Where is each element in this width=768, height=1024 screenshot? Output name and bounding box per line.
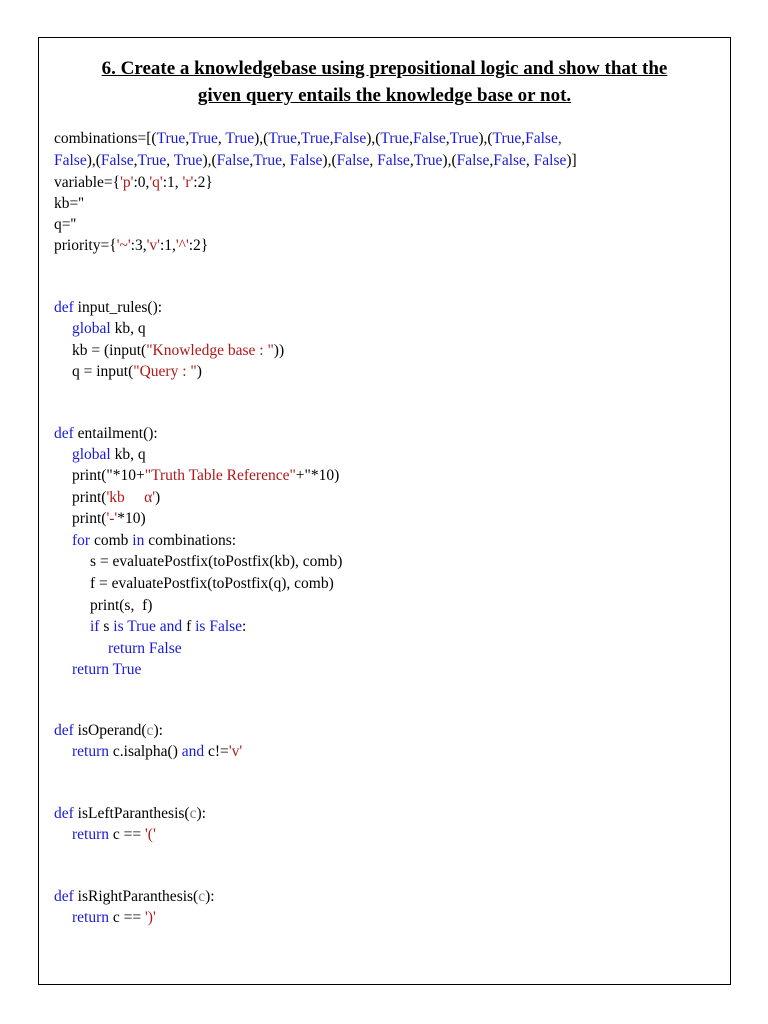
code-line-return-isoperand: return c.isalpha() and c!='v' [72,743,243,760]
code-line-def-isoperand: def isOperand(c): [54,722,163,739]
code-line-global: global kb, q [72,320,146,337]
code-line-print-sf: print(s, f) [90,597,153,614]
code-line-if: if s is True and f is False: [90,618,247,635]
code-line-f-assign: f = evaluatePostfix(toPostfix(q), comb) [90,575,334,592]
code-line-print-header: print("*10+"Truth Table Reference"+"*10) [72,467,340,484]
code-line-kb-input: kb = (input("Knowledge base : ")) [72,342,285,359]
code-line-def-input-rules: def input_rules(): [54,299,163,316]
code-line-global: global kb, q [72,446,146,463]
code-line-return-isleft: return c == '(' [72,826,156,843]
title-line-2: given query entails the knowledge base or not. [197,85,572,106]
code-line-combinations-2: False),(False,True, True),(False,True, False),(False, False,True),(False,False, False)] [54,152,577,169]
code-line-def-isright: def isRightParanthesis(c): [54,888,215,905]
code-line-q-input: q = input("Query : ") [72,363,202,380]
code-line-def-isleft: def isLeftParanthesis(c): [54,805,206,822]
title-line-1: 6. Create a knowledgebase using prepositional logic and show that the [101,58,668,79]
code-line-print-kb: print('kb α') [72,489,161,506]
page-title [40,55,729,109]
code-line-return-isright: return c == ')' [72,909,156,926]
code-line-priority: priority={'~':3,'v':1,'^':2} [54,237,209,254]
code-line-variable: variable={'p':0,'q':1, 'r':2} [54,174,213,191]
code-line-return-false: return False [108,640,182,657]
code-line-for: for comb in combinations: [72,532,237,549]
code-line-print-dash: print('-'*10) [72,510,146,527]
code-line-def-entailment: def entailment(): [54,425,158,442]
code-line-kb: kb='' [54,195,84,212]
code-line-return-true: return True [72,661,142,678]
code-line-q: q='' [54,216,77,233]
code-line-combinations-1: combinations=[(True,True, True),(True,True,False),(True,False,True),(True,False, [54,130,562,147]
code-line-s-assign: s = evaluatePostfix(toPostfix(kb), comb) [90,553,343,570]
